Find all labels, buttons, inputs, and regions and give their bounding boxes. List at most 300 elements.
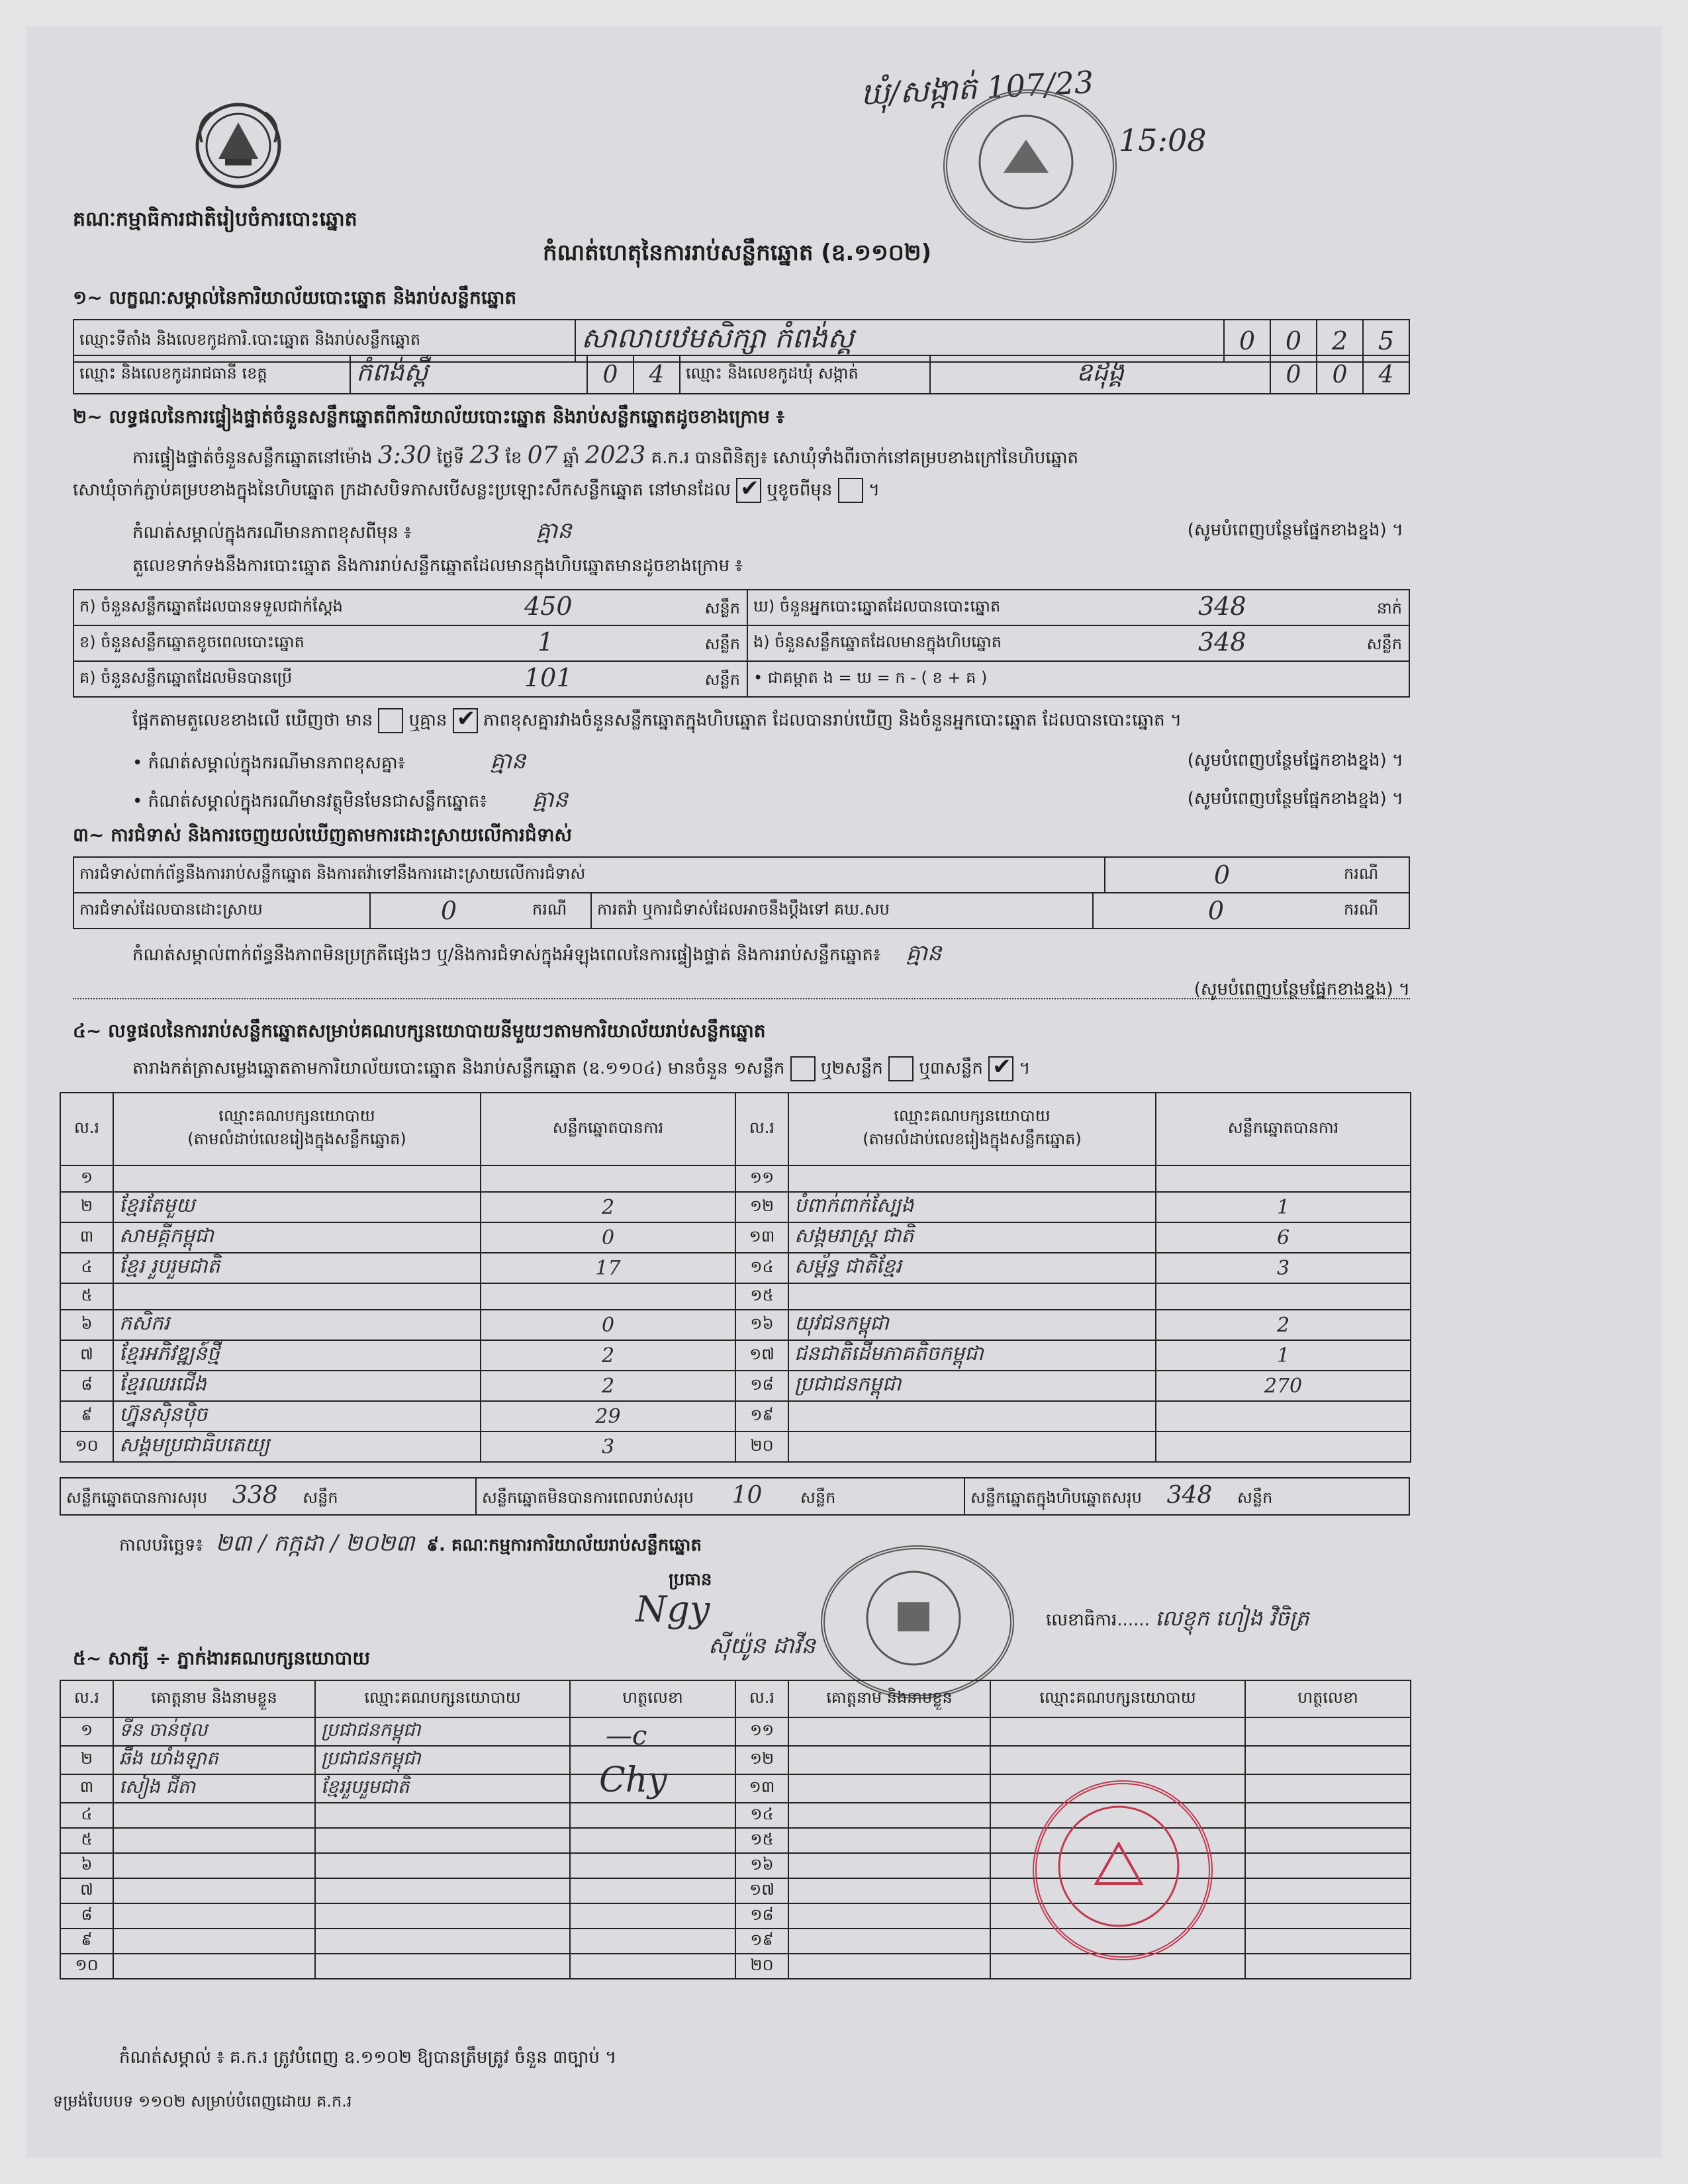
witness-name	[113, 1803, 315, 1828]
ballots-in-box-value: 348	[1198, 627, 1246, 657]
total-box-value: 348	[1166, 1482, 1213, 1509]
tally-sheet-text: តារាងកត់ត្រាសម្លេងឆ្នោតតាមការិយាល័យបោះឆ្នោត និងរាប់សន្លឹកឆ្នោត (ឧ.១១០៤) មានចំនួន ១សន្លឹក	[132, 1058, 785, 1079]
witness-name	[788, 1717, 990, 1746]
party-row-no: ៦	[60, 1310, 113, 1340]
party-name: ខ្មែរ រួបរួមជាតិ	[113, 1253, 481, 1283]
witness-name	[788, 1954, 990, 1979]
witness-signature: —c	[606, 1721, 647, 1751]
witness-row-no: ១៣	[735, 1774, 788, 1803]
irregularity-note-value: គ្មាន	[906, 940, 942, 966]
unused-ballots-cell	[73, 661, 747, 697]
discrepancy-text-end: ភាពខុសគ្នារវាងចំនួនសន្លឹកឆ្នោតក្នុងហិបឆ្នោត ដែលបានរាប់ឃើញ និងចំនួនអ្នកបោះឆ្នោត ដែលបានបោះឆ្នោត ។	[483, 710, 1182, 731]
witness-party: ខ្មែររួបរួមជាតិ	[315, 1774, 570, 1803]
objections-label: ការជំទាស់ពាក់ព័ន្ធនឹងការរាប់សន្លឹកឆ្នោត និងការតវ៉ាទៅនឹងការដោះស្រាយលើការជំទាស់	[73, 857, 1105, 893]
foreign-object-note-label: • កំណត់សម្គាល់ក្នុងករណីមានវត្ថុមិនមែនជាសន្លឹកឆ្នោត៖	[132, 792, 487, 811]
three-sheets-label: ឬ៣សន្លឹក	[919, 1058, 983, 1079]
witness-signature-cell	[1245, 1746, 1411, 1774]
witness-name	[788, 1774, 990, 1803]
no-discrepancy-label: ឬគ្មាន	[408, 710, 447, 731]
witness-name: ទីន ចាន់ថុល	[113, 1717, 315, 1746]
party-name: សង្គមរាស្ត្រ ជាតិ	[788, 1222, 1156, 1253]
witness-signature-cell	[570, 1954, 735, 1979]
objections-table-row2	[73, 892, 1410, 929]
chair-label: ប្រធាន	[669, 1570, 712, 1590]
discrepancy-text: ផ្អែកតាមតួលេខខាងលើ ឃើញថា មាន	[132, 710, 373, 731]
witness-col-sign: ហត្ថលេខា	[1245, 1680, 1411, 1717]
col-party-header	[113, 1093, 481, 1165]
witness-signature: Chy	[599, 1760, 667, 1800]
party-votes: 2	[481, 1192, 735, 1222]
spoiled-ballots-label: ខ) ចំនួនសន្លឹកឆ្នោតខូចពេលបោះឆ្នោត	[79, 632, 305, 651]
witness-party: ប្រជាជនកម្ពុជា	[315, 1717, 570, 1746]
party-row-no: ១៥	[735, 1283, 788, 1310]
party-row-no: ១៨	[735, 1371, 788, 1401]
ballots-in-box-label: ង) ចំនួនសន្លឹកឆ្នោតដែលមានក្នុងហិបឆ្នោត	[753, 632, 1002, 651]
witness-signature-cell	[570, 1717, 735, 1746]
unit-label: នាក់	[1376, 599, 1402, 617]
witness-party	[315, 1878, 570, 1903]
witness-party: ប្រជាជនកម្ពុជា	[315, 1746, 570, 1774]
difference-note-label: កំណត់សម្គាល់ក្នុងករណីមានភាពខុសពីមុន ៖	[132, 523, 412, 543]
witness-row-no: ១៨	[735, 1903, 788, 1929]
difference-note-value: គ្មាន	[536, 518, 572, 544]
party-row-no: ១១	[735, 1165, 788, 1192]
witness-row-no: ១១	[735, 1717, 788, 1746]
witness-party	[315, 1929, 570, 1954]
commune-code-digit: 0	[1270, 355, 1317, 394]
verification-line-1	[132, 442, 1078, 472]
three-sheets-checkbox[interactable]: ✔	[988, 1056, 1013, 1081]
resolved-objections-label: ការជំទាស់ដែលបានដោះស្រាយ	[73, 893, 370, 929]
committee-label: ៩. គណៈកម្មការការិយាល័យរាប់សន្លឹកឆ្នោត	[426, 1535, 702, 1555]
party-row-no: ៩	[60, 1401, 113, 1432]
location-label: ឈ្មោះទីតាំង និងលេខកូដការិ.បោះឆ្នោត និងរាប់សន្លឹកឆ្នោត	[73, 320, 575, 362]
fill-back-note: (សូមបំពេញបន្ថែមផ្នែកខាងខ្នង) ។	[1187, 751, 1403, 770]
witness-signature-cell	[570, 1929, 735, 1954]
verification-month: 07	[527, 442, 558, 469]
party-row-no: ២	[60, 1192, 113, 1222]
witness-row-no: ១៥	[735, 1828, 788, 1853]
witness-row-no: ៤	[60, 1803, 113, 1828]
party-name: ខ្មែរអភិវឌ្ឍន៍ថ្មី	[113, 1340, 481, 1371]
ballot-figures-table	[73, 589, 1410, 698]
witness-signature-cell	[570, 1803, 735, 1828]
witness-signature-cell	[570, 1903, 735, 1929]
difference-note-line	[132, 516, 1403, 549]
no-discrepancy-checkbox[interactable]: ✔	[453, 708, 478, 733]
location-code-digit: 5	[1363, 320, 1409, 362]
total-box-label: សន្លឹកឆ្នោតក្នុងហិបឆ្នោតសរុប	[970, 1488, 1142, 1507]
unit-label: ករណី	[527, 893, 591, 929]
witness-row-no: ១២	[735, 1746, 788, 1774]
official-stamp-top	[943, 89, 1117, 243]
form-identifier: ទម្រង់បែបបទ ១១០២ សម្រាប់បំពេញដោយ គ.ក.រ	[53, 2092, 352, 2111]
witness-row-no: ២០	[735, 1954, 788, 1979]
col-votes-header: សន្លឹកឆ្នោតបានការ	[1156, 1093, 1411, 1165]
unit-label: ករណី	[1338, 857, 1409, 893]
secretary-line: លេខាធិការ...... លេខ្ញុក ហៀង វិចិត្រ	[1046, 1606, 1309, 1631]
location-value: សាលាបឋមសិក្សា កំពង់ស្គ	[575, 320, 1224, 362]
witness-name	[788, 1853, 990, 1878]
handwritten-time: 15:08	[1119, 122, 1207, 158]
party-name: ជនជាតិដើមភាគតិចកម្ពុជា	[788, 1340, 1156, 1371]
table-row	[60, 1774, 1411, 1803]
witness-name	[113, 1903, 315, 1929]
location-code-digit: 2	[1317, 320, 1363, 362]
received-ballots-cell	[73, 590, 747, 625]
witness-signature-cell	[1245, 1954, 1411, 1979]
witness-party	[990, 1746, 1245, 1774]
verification-text-end: គ.ក.រ បានពិនិត្យ៖ សោឃុំទាំងពីរចាក់នៅគម្របខាងក្រៅនៃហិបឆ្នោត	[651, 448, 1078, 468]
unit-label: ករណី	[1338, 893, 1409, 929]
col-party-subtitle: (តាមលំដាប់លេខរៀងក្នុងសន្លឹកឆ្នោត)	[863, 1130, 1082, 1148]
day-label: ថ្ងៃទី	[436, 448, 465, 468]
form-title: កំណត់ហេតុនៃការរាប់សន្លឹកឆ្នោត (ឧ.១១០២)	[543, 240, 932, 266]
objections-table-row1	[73, 856, 1410, 893]
witness-table	[60, 1680, 1411, 1979]
party-votes: 1	[1156, 1192, 1411, 1222]
table-row	[60, 1746, 1411, 1774]
witness-name	[788, 1929, 990, 1954]
witness-name	[113, 1828, 315, 1853]
seal-status-text: សោឃុំចាក់ភ្ជាប់គម្របខាងក្នុងនៃហិបឆ្នោត ក្រដាសបិទភាសបើសន្លះប្រឡោះសឹកសន្លឹកឆ្នោត នៅមានដែល	[73, 480, 731, 500]
party-votes: 0	[481, 1222, 735, 1253]
party-name: ខ្មែរឈរជើង	[113, 1371, 481, 1401]
witness-row-no: ១០	[60, 1954, 113, 1979]
discrepancy-note-label: • កំណត់សម្គាល់ក្នុងករណីមានភាពខុសគ្នា៖	[132, 753, 406, 773]
date-value: ២៣ / កក្កដា / ២០២៣	[215, 1530, 415, 1557]
party-votes	[481, 1165, 735, 1192]
party-votes: 3	[1156, 1253, 1411, 1283]
verification-time: 3:30	[377, 442, 432, 469]
unit-label: សន្លឹក	[303, 1488, 338, 1507]
secretary-name: លេខ្ញុក ហៀង វិចិត្រ	[1155, 1606, 1309, 1631]
secretary-label: លេខាធិការ	[1046, 1610, 1117, 1630]
party-name	[113, 1283, 481, 1310]
witness-signature-cell	[1245, 1929, 1411, 1954]
party-name: ប្រជាជនកម្ពុជា	[788, 1371, 1156, 1401]
witness-name	[788, 1803, 990, 1828]
party-name: ខ្មែរតែមួយ	[113, 1192, 481, 1222]
witness-name	[788, 1878, 990, 1903]
commune-code-digit: 0	[1317, 355, 1363, 394]
total-box-cell	[964, 1478, 1409, 1515]
witness-name	[788, 1903, 990, 1929]
figures-intro: តួលេខទាក់ទងនឹងការបោះឆ្នោត និងការរាប់សន្លឹកឆ្នោតដែលមានក្នុងហិបឆ្នោតមានដូចខាងក្រោម ៖	[132, 556, 743, 576]
table-row	[60, 1310, 1411, 1340]
witness-party	[315, 1803, 570, 1828]
witness-name: សៀង ជីតា	[113, 1774, 315, 1803]
party-name	[113, 1165, 481, 1192]
authority-name: គណៈកម្មាធិការជាតិរៀបចំការបោះឆ្នោត	[73, 208, 357, 231]
table-row	[60, 1283, 1411, 1310]
red-official-stamp	[1033, 1780, 1213, 1960]
party-name: យុវជនកម្ពុជា	[788, 1310, 1156, 1340]
witness-col-no: ល.រ	[60, 1680, 113, 1717]
province-label: ឈ្មោះ និងលេខកូដរាជធានី ខេត្ត	[73, 355, 350, 394]
col-party-title: ឈ្មោះគណបក្សនយោបាយ	[894, 1107, 1051, 1125]
two-sheets-label: ឬ២សន្លឹក	[820, 1058, 883, 1079]
appeal-objections-label: ការតវ៉ា ឬការជំទាស់ដែលអាចនឹងប្តឹងទៅ គឃ.សប	[591, 893, 1093, 929]
witness-party	[315, 1853, 570, 1878]
witness-row-no: ១៤	[735, 1803, 788, 1828]
one-sheet-checkbox[interactable]	[790, 1056, 816, 1081]
irregularity-note-continuation	[73, 978, 1410, 999]
col-party-subtitle: (តាមលំដាប់លេខរៀងក្នុងសន្លឹកឆ្នោត)	[187, 1130, 406, 1148]
party-row-no: ១៧	[735, 1340, 788, 1371]
table-row	[60, 1340, 1411, 1371]
witness-row-no: ១៦	[735, 1853, 788, 1878]
party-row-no: ១៩	[735, 1401, 788, 1432]
totals-table	[60, 1477, 1410, 1516]
footer-note: កំណត់សម្គាល់ ៖ គ.ក.រ ត្រូវបំពេញ ឧ.១១០២ ឱ្យបានត្រឹមត្រូវ ចំនួន ៣ច្បាប់ ។	[119, 2048, 617, 2068]
table-row	[60, 1165, 1411, 1192]
witness-col-no: ល.រ	[735, 1680, 788, 1717]
commune-value: ឧដុង្គ	[930, 355, 1270, 394]
party-name	[788, 1165, 1156, 1192]
table-row	[60, 1192, 1411, 1222]
unit-label: សន្លឹក	[704, 635, 740, 653]
party-row-no: ៣	[60, 1222, 113, 1253]
party-votes: 2	[1156, 1310, 1411, 1340]
witness-signature-cell	[1245, 1803, 1411, 1828]
party-name	[788, 1432, 1156, 1462]
witness-signature-cell	[570, 1828, 735, 1853]
unused-ballots-label: គ) ចំនួនសន្លឹកឆ្នោតដែលមិនបានប្រើ	[79, 668, 293, 687]
party-row-no: ១៣	[735, 1222, 788, 1253]
unit-label: សន្លឹក	[1237, 1488, 1273, 1507]
witness-signature-cell	[1245, 1853, 1411, 1878]
party-row-no: ១	[60, 1165, 113, 1192]
total-invalid-value: 10	[731, 1482, 763, 1509]
table-row	[60, 1803, 1411, 1828]
witness-signature-cell	[1245, 1903, 1411, 1929]
witness-col-name: គោត្តនាម និងនាមខ្លួន	[788, 1680, 990, 1717]
formula: • ជាគម្ពាត ង = ឃ = ក - ( ខ + គ )	[747, 661, 1409, 697]
party-name	[788, 1401, 1156, 1432]
party-row-no: ១២	[735, 1192, 788, 1222]
fill-back-note: (សូមបំពេញបន្ថែមផ្នែកខាងខ្នង) ។	[1187, 520, 1403, 540]
table-row	[60, 1222, 1411, 1253]
province-commune-table	[73, 355, 1410, 394]
witness-name	[113, 1954, 315, 1979]
witness-row-no: ៦	[60, 1853, 113, 1878]
witness-signature-cell	[1245, 1878, 1411, 1903]
irregularity-note-line	[132, 938, 942, 972]
fill-back-note: (សូមបំពេញបន្ថែមផ្នែកខាងខ្នង) ។	[1194, 979, 1410, 999]
table-row	[60, 1929, 1411, 1954]
party-votes: 270	[1156, 1371, 1411, 1401]
witness-row-no: ២	[60, 1746, 113, 1774]
witness-name	[113, 1929, 315, 1954]
col-no-header: ល.រ	[60, 1093, 113, 1165]
province-code-digit: 0	[587, 355, 633, 394]
month-label: ខែ	[505, 448, 522, 468]
party-votes: 17	[481, 1253, 735, 1283]
total-valid-cell	[60, 1478, 476, 1515]
chair-signature: Ngy	[635, 1588, 710, 1630]
received-ballots-value: 450	[524, 592, 573, 621]
section4-heading: ៤~ លទ្ធផលនៃការរាប់សន្លឹកឆ្នោតសម្រាប់គណបក្សនយោបាយនីមួយៗតាមការិយាល័យរាប់សន្លឹកឆ្នោត	[73, 1020, 766, 1042]
party-votes: 6	[1156, 1222, 1411, 1253]
location-code-digit: 0	[1224, 320, 1270, 362]
witness-row-no: ១	[60, 1717, 113, 1746]
fill-back-note: (សូមបំពេញបន្ថែមផ្នែកខាងខ្នង) ។	[1187, 789, 1403, 809]
chair-name: ស៊ីយ៉ូន ដាវីន	[708, 1633, 816, 1659]
ballots-in-box-cell	[747, 625, 1409, 661]
total-invalid-cell	[476, 1478, 964, 1515]
objections-value: 0	[1105, 857, 1338, 893]
witness-row-no: ៣	[60, 1774, 113, 1803]
party-votes	[481, 1283, 735, 1310]
witness-signature-cell	[1245, 1828, 1411, 1853]
party-votes: 29	[481, 1401, 735, 1432]
table-row	[60, 1954, 1411, 1979]
irregularity-note-label: កំណត់សម្គាល់ពាក់ព័ន្ធនឹងភាពមិនប្រក្រតីផ្សេងៗ ឬ/និងការជំទាស់ក្នុងអំឡុងពេលនៃការផ្ទៀងផ្ទាត់ និងការរាប់សន្លឹកឆ្នោត៖	[132, 945, 881, 965]
witness-name	[113, 1853, 315, 1878]
witness-row-no: ៨	[60, 1903, 113, 1929]
date-line	[119, 1529, 702, 1562]
witness-signature-cell	[570, 1853, 735, 1878]
broken-checkbox[interactable]	[838, 478, 863, 503]
broken-label: ឬខូចពីមុន	[767, 480, 833, 500]
witness-row-no: ៩	[60, 1929, 113, 1954]
commune-code-digit: 4	[1363, 355, 1409, 394]
discrepancy-note-line	[132, 747, 1403, 780]
party-votes	[1156, 1432, 1411, 1462]
party-votes	[1156, 1401, 1411, 1432]
province-code-digit: 4	[633, 355, 680, 394]
verification-text: ការផ្ទៀងផ្ទាត់ចំនួនសន្លឹកឆ្នោតនៅម៉ោង	[132, 448, 373, 468]
voters-value: 348	[1198, 592, 1246, 621]
voters-label: ឃ) ចំនួនអ្នកបោះឆ្នោតដែលបានបោះឆ្នោត	[753, 596, 1001, 615]
party-votes: 3	[481, 1432, 735, 1462]
witness-row-no: ៥	[60, 1828, 113, 1853]
section1-heading: ១~ លក្ខណៈសម្គាល់នៃការិយាល័យបោះឆ្នោត និងរាប់សន្លឹកឆ្នោត	[73, 287, 517, 308]
province-value: កំពង់ស្ពឺ	[350, 355, 587, 394]
party-row-no: ២០	[735, 1432, 788, 1462]
foreign-object-note-value: គ្មាន	[532, 786, 569, 813]
official-stamp-middle	[821, 1545, 1014, 1699]
verification-day: 23	[469, 442, 500, 469]
verification-line-2: សោឃុំចាក់ភ្ជាប់គម្របខាងក្នុងនៃហិបឆ្នោត ក្រដាសបិទភាសបើសន្លះប្រឡោះសឹកសន្លឹកឆ្នោត នៅមានដែល ✔ ឬខូចពីមុន ។	[73, 475, 880, 502]
party-name: សម្ព័ន្ធ ជាតិខ្មែរ	[788, 1253, 1156, 1283]
witness-col-name: គោត្តនាម និងនាមខ្លួន	[113, 1680, 315, 1717]
table-row	[60, 1401, 1411, 1432]
witness-signature-cell	[1245, 1717, 1411, 1746]
witness-party	[315, 1828, 570, 1853]
party-results-table	[60, 1092, 1411, 1463]
party-votes: 1	[1156, 1340, 1411, 1371]
party-row-no: ១៦	[735, 1310, 788, 1340]
witness-party	[315, 1954, 570, 1979]
section5-heading: ៥~ សាក្សី ÷ ភ្នាក់ងារគណបក្សនយោបាយ	[73, 1647, 370, 1669]
unit-label: សន្លឹក	[800, 1488, 836, 1507]
witness-name	[113, 1878, 315, 1903]
col-votes-header: សន្លឹកឆ្នោតបានការ	[481, 1093, 735, 1165]
discrepancy-note-value: គ្មាន	[490, 748, 526, 774]
table-row	[60, 1717, 1411, 1746]
witness-col-party: ឈ្មោះគណបក្សនយោបាយ	[990, 1680, 1245, 1717]
col-party-header	[788, 1093, 1156, 1165]
foreign-object-note-line	[132, 785, 1403, 818]
col-party-title: ឈ្មោះគណបក្សនយោបាយ	[218, 1107, 375, 1125]
witness-row-no: ១៧	[735, 1878, 788, 1903]
resolved-objections-value: 0	[370, 893, 527, 929]
party-row-no: ៤	[60, 1253, 113, 1283]
party-row-no: ៥	[60, 1283, 113, 1310]
location-code-digit: 0	[1270, 320, 1317, 362]
party-votes: 0	[481, 1310, 735, 1340]
party-name: សាមគ្គីកម្ពុជា	[113, 1222, 481, 1253]
witness-row-no: ១៩	[735, 1929, 788, 1954]
unit-label: សន្លឹក	[704, 599, 740, 617]
party-row-no: ៧	[60, 1340, 113, 1371]
witness-party	[990, 1717, 1245, 1746]
party-name: បំពាក់ពាក់ស្បែង	[788, 1192, 1156, 1222]
tally-sheet-line: តារាងកត់ត្រាសម្លេងឆ្នោតតាមការិយាល័យបោះឆ្នោត និងរាប់សន្លឹកឆ្នោត (ឧ.១១០៤) មានចំនួន ១សន្លឹក ឬ២សន្លឹក ឬ៣សន្លឹក ✔ ។	[132, 1054, 1031, 1080]
handwritten-reference: ឃុំ/សង្កាត់ 107/23	[859, 64, 1095, 113]
witness-name	[788, 1828, 990, 1853]
party-name: ហ្វ៊ុនស៊ិនប៉ិច	[113, 1401, 481, 1432]
total-valid-value: 338	[232, 1482, 278, 1509]
unused-ballots-value: 101	[524, 663, 573, 692]
witness-signature-cell	[1245, 1774, 1411, 1803]
witness-col-party: ឈ្មោះគណបក្សនយោបាយ	[315, 1680, 570, 1717]
two-sheets-checkbox[interactable]	[888, 1056, 914, 1081]
party-row-no: ៨	[60, 1371, 113, 1401]
party-votes: 2	[481, 1340, 735, 1371]
party-votes	[1156, 1165, 1411, 1192]
party-row-no: ១០	[60, 1432, 113, 1462]
unit-label: សន្លឹក	[704, 670, 740, 689]
witness-name: ឆឹង ឃាំងឡាត	[113, 1746, 315, 1774]
spoiled-ballots-cell	[73, 625, 747, 661]
commune-label: ឈ្មោះ និងលេខកូដឃុំ សង្កាត់	[680, 355, 930, 394]
year-label: ឆ្នាំ	[563, 448, 580, 468]
witness-party	[315, 1903, 570, 1929]
witness-row-no: ៧	[60, 1878, 113, 1903]
table-row	[60, 1903, 1411, 1929]
section2-heading: ២~ លទ្ធផលនៃការផ្ទៀងផ្ទាត់ចំនួនសន្លឹកឆ្នោតពីការិយាល័យបោះឆ្នោត និងរាប់សន្លឹកឆ្នោតដូចខាងក្រោម ៖	[73, 406, 784, 428]
col-no-header: ល.រ	[735, 1093, 788, 1165]
party-name	[788, 1283, 1156, 1310]
voters-cell	[747, 590, 1409, 625]
witness-signature-cell	[570, 1878, 735, 1903]
unit-label: សន្លឹក	[1366, 635, 1402, 653]
table-row	[60, 1253, 1411, 1283]
emblem-logo	[189, 96, 288, 195]
has-discrepancy-checkbox[interactable]	[378, 708, 403, 733]
party-name: សង្គមប្រជាធិបតេយ្យ	[113, 1432, 481, 1462]
verification-year: 2023	[585, 442, 646, 469]
table-row	[60, 1371, 1411, 1401]
intact-checkbox[interactable]: ✔	[736, 478, 761, 503]
total-invalid-label: សន្លឹកឆ្នោតមិនបានការពេលរាប់សរុប	[482, 1488, 694, 1507]
section3-heading: ៣~ ការជំទាស់ និងការចេញយល់ឃើញតាមការដោះស្រាយលើការជំទាស់	[73, 824, 573, 846]
witness-name	[788, 1746, 990, 1774]
received-ballots-label: ក) ចំនួនសន្លឹកឆ្នោតដែលបានទទួលជាក់ស្តែង	[79, 596, 343, 615]
party-name: កសិករ	[113, 1310, 481, 1340]
total-valid-label: សន្លឹកឆ្នោតបានការសរុប	[66, 1488, 208, 1507]
party-votes: 2	[481, 1371, 735, 1401]
appeal-objections-value: 0	[1093, 893, 1338, 929]
date-label: កាលបរិច្ឆេទ៖	[119, 1535, 203, 1555]
discrepancy-line	[132, 705, 1182, 735]
table-row	[60, 1432, 1411, 1462]
witness-col-sign: ហត្ថលេខា	[570, 1680, 735, 1717]
party-row-no: ១៤	[735, 1253, 788, 1283]
